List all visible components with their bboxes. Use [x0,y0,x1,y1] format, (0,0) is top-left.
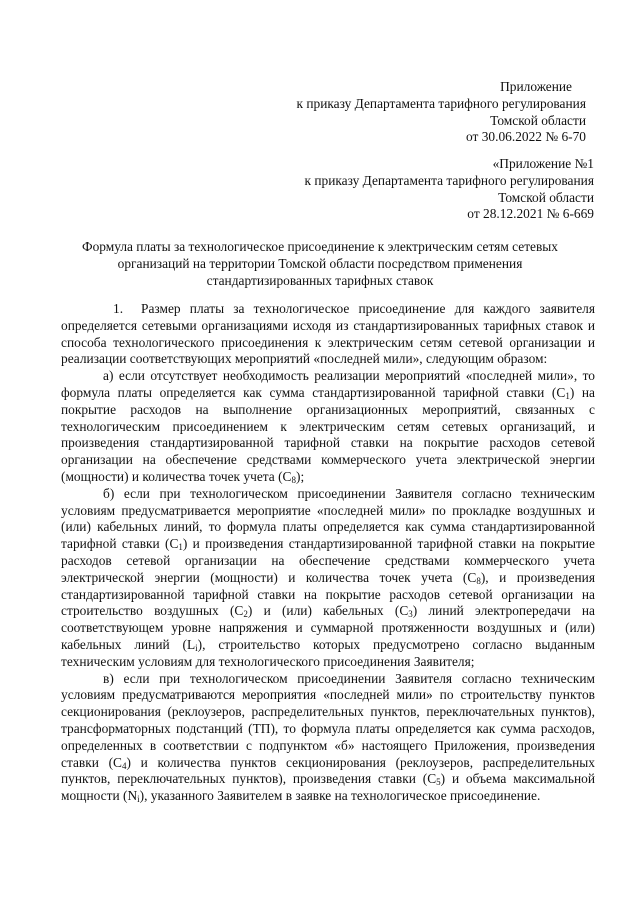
title-line: стандартизированных тарифных ставок [206,272,434,288]
subscript: 4 [121,760,127,771]
paragraph-text: трансформаторных подстанций (ТП), то формула платы определяется как сумма расходов, определенных в соответствии с подпунктом «б» настоящего Приложения, произведения ставки (С [61,720,595,770]
header-region: Томской области [490,112,586,128]
paragraph-text: ), и произведения стандартизированной тарифной ставки на покрытие расходов сетевой организации на строительство воздушных (С [61,569,595,619]
paragraph-text: Размер платы за технологическое присоединение для каждого заявителя определяется сетевыми организациями исходя из стандартизированных тарифных ставок и способа технологического присоединения к электрическим сетям сетевой организации и реализации соответствующих мероприятий «последней мили», следующим образом: [61,301,595,367]
subscript: 8 [476,575,481,586]
title-line: организаций на территории Томской области посредством применения [117,255,523,271]
paragraph-text: ) и произведения стандартизированной тарифной ставки на покрытие расходов сетевой организации на обеспечение средствами коммерческого учета электрической энергии (мощности) и количества точек учета (С [61,536,595,585]
original-appendix-header [304,156,594,223]
paragraph-text: ) линий электропередачи на соответствующем уровне напряжения и суммарной протяженности воздушных и (или) кабельных линий (L [61,603,595,652]
paragraph-text: а) если отсутствует необходимость реализации мероприятий «последней мили», то формула платы определяется как сумма стандартизированной тарифной ставки (С [61,368,595,400]
subscript: 8 [291,474,296,485]
title-line: Формула платы за технологическое присоединение к электрическим сетям сетевых [81,239,559,254]
subscript: 1 [565,390,570,401]
paragraph-1 [61,301,595,368]
subscript: i [137,794,140,805]
paragraph-b [61,486,595,671]
paragraph-a [61,368,595,486]
list-number: 1. [113,301,124,316]
header-date: от 28.12.2021 № 6-669 [467,206,594,222]
header-date: от 30.06.2022 № 6-70 [466,129,586,145]
paragraph-c-continued [61,721,595,805]
paragraph-c [61,671,595,721]
subscript: 3 [408,609,413,620]
paragraph-text: ), строительство которых предусмотрено согласно выданным техническим условиям для технологического присоединения Заявителя; [61,636,595,669]
document-title [60,239,580,289]
paragraph-text: ) и объема максимальной мощности (N [61,771,595,804]
header-region: Томской области [498,189,594,205]
header-order: к приказу Департамента тарифного регулирования [304,172,594,188]
paragraph-text: в) если при технологическом присоединении Заявителя согласно техническим условиям предусматриваются мероприятия «последней мили» по строительству пунктов секционирования (реклоузеров, распределительных пунктов, переключательных пунктов), [61,670,595,720]
header-appendix: «Приложение №1 [492,156,594,171]
paragraph-text: ) на покрытие расходов на выполнение организационных мероприятий, связанных с технологическим присоединением к электрическим сетям сетевых организаций, и произведения стандартизированной тарифной ставки на покрытие расходов сетевой организации на обеспечение средствами коммерческого учета электрической энергии (мощности) и количества точек учета (С [61,384,595,484]
paragraph-text: б) если при технологическом присоединении Заявителя согласно техническим условиям предусматривается мероприятие «последней мили» по прокладке воздушных и (или) кабельных линий, то формула платы определяется как сумма стандартизированной тарифной ставки (С [61,485,595,552]
paragraph-text: ), указанного Заявителем в заявке на технологическое присоединение. [139,788,541,804]
paragraph-text: ); [295,468,305,484]
header-appendix: Приложение [500,79,572,94]
document-body [61,301,595,805]
subscript: i [195,642,198,653]
subscript: 1 [178,542,183,553]
header-order: к приказу Департамента тарифного регулирования [296,95,586,111]
paragraph-text: ) и количества пунктов секционирования (реклоузеров, распределительных пунктов, переключательных пунктов), произведения ставки (С [61,754,595,787]
subscript: 2 [243,609,248,620]
paragraph-text: ) и (или) кабельных (С [247,603,409,619]
subscript: 5 [436,777,441,788]
order-header [296,79,586,146]
